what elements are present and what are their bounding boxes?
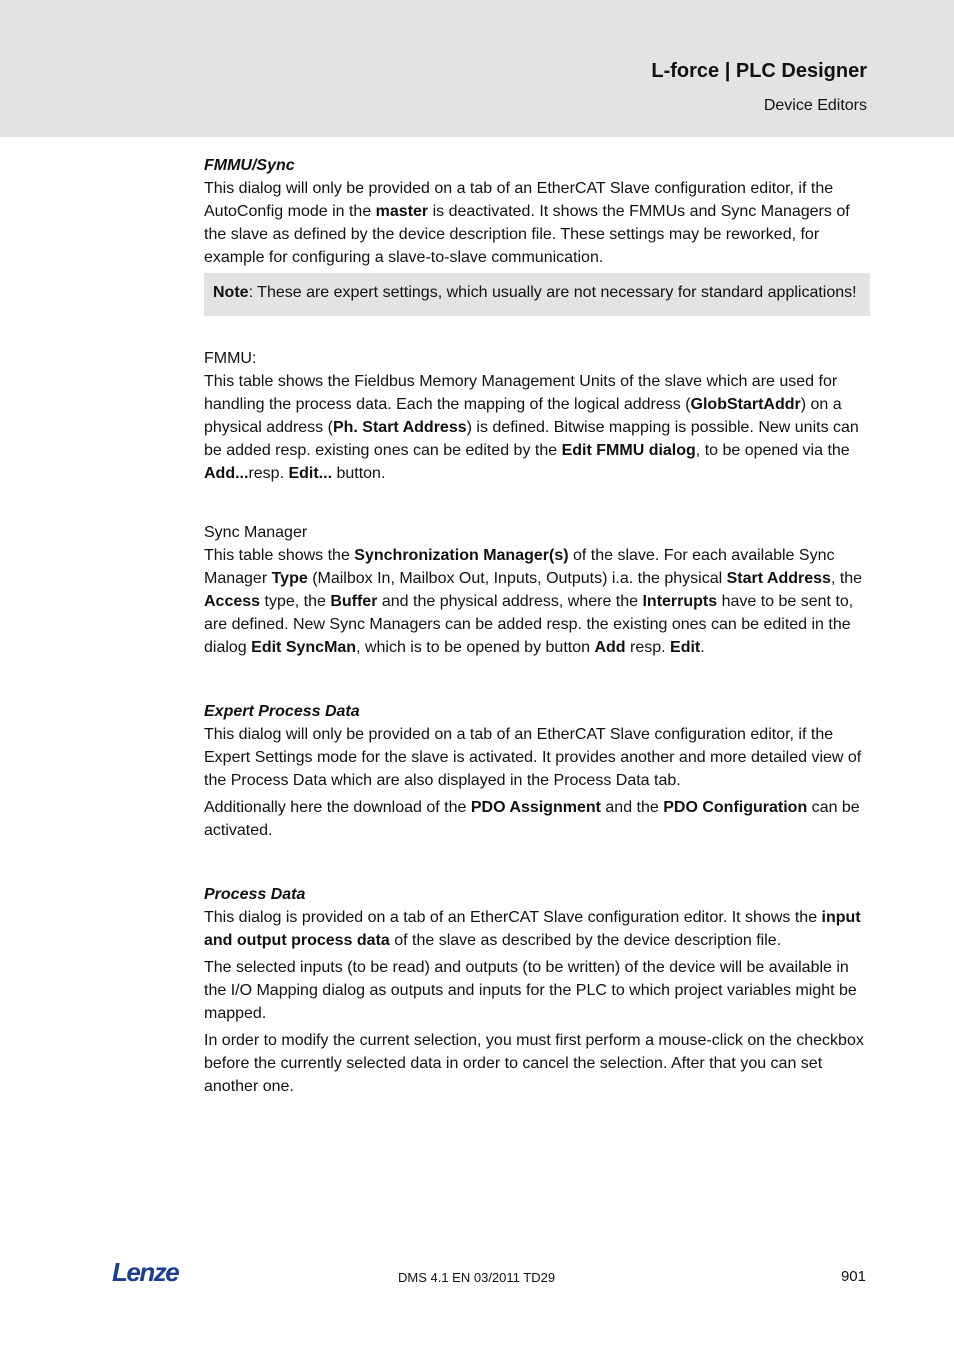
paragraph: The selected inputs (to be read) and outputs (to be written) of the device will be available in the I/O Mapping dialog as outputs and inputs for the PLC to which project variables might be mapped.	[204, 959, 857, 1022]
paragraph: This table shows the Synchronization Manager(s) of the slave. For each available Sync Manager Type (Mailbox In, Mailbox Out, Inputs, Outputs) i.a. the physical Start Address, the Access type, the Buffer and the physical address, where the Interrupts have to be sent to, are defined. New Sync Managers can be added resp. the existing ones can be edited in the dialog Edit SyncMan, which is to be opened by button Add resp. Edit.	[204, 547, 863, 656]
section-title-expert-process-data: Expert Process Data	[204, 703, 360, 720]
subheading-fmmu: FMMU:	[204, 350, 257, 367]
note-text: : These are expert settings, which usually are not necessary for standard applications!	[248, 284, 857, 301]
paragraph: This dialog is provided on a tab of an EtherCAT Slave configuration editor. It shows the input and output process data of the slave as described by the device description file.	[204, 909, 861, 949]
paragraph: In order to modify the current selection, you must first perform a mouse-click on the checkbox before the currently selected data in order to cancel the selection. After that you can set another one.	[204, 1032, 864, 1095]
paragraph: This dialog will only be provided on a tab of an EtherCAT Slave configuration editor, if the AutoConfig mode in the master is deactivated. It shows the FMMUs and Sync Managers of the slave as defined by the device description file. These settings may be reworked, for example for configuring a slave-to-slave communication.	[204, 180, 850, 266]
svg-text:Lenze: Lenze	[112, 1259, 179, 1285]
document-id: DMS 4.1 EN 03/2011 TD29	[398, 1270, 556, 1285]
page-number: 901	[840, 1268, 866, 1285]
document-title: L-force | PLC Designer	[651, 60, 867, 82]
section-title-fmmu-sync: FMMU/Sync	[204, 157, 295, 174]
page-content	[204, 154, 870, 1102]
lenze-logo	[112, 1259, 192, 1285]
section-title-process-data: Process Data	[204, 886, 306, 903]
chapter-title: Device Editors	[763, 97, 867, 114]
paragraph: Additionally here the download of the PDO Assignment and the PDO Configuration can be activated.	[204, 799, 860, 839]
note-box	[204, 273, 870, 316]
note-label: Note	[213, 284, 249, 301]
paragraph: This dialog will only be provided on a tab of an EtherCAT Slave configuration editor, if the Expert Settings mode for the slave is activated. It provides another and more detailed view of the Process Data which are also displayed in the Process Data tab.	[204, 726, 862, 789]
subheading-sync-manager: Sync Manager	[204, 524, 308, 541]
page-header	[0, 0, 954, 137]
paragraph: This table shows the Fieldbus Memory Management Units of the slave which are used for handling the process data. Each the mapping of the logical address (GlobStartAddr) on a physical address (Ph. Start Address) is defined. Bitwise mapping is possible. New units can be added resp. existing ones can be edited by the Edit FMMU dialog, to be opened via the Add...resp. Edit... button.	[204, 373, 859, 482]
